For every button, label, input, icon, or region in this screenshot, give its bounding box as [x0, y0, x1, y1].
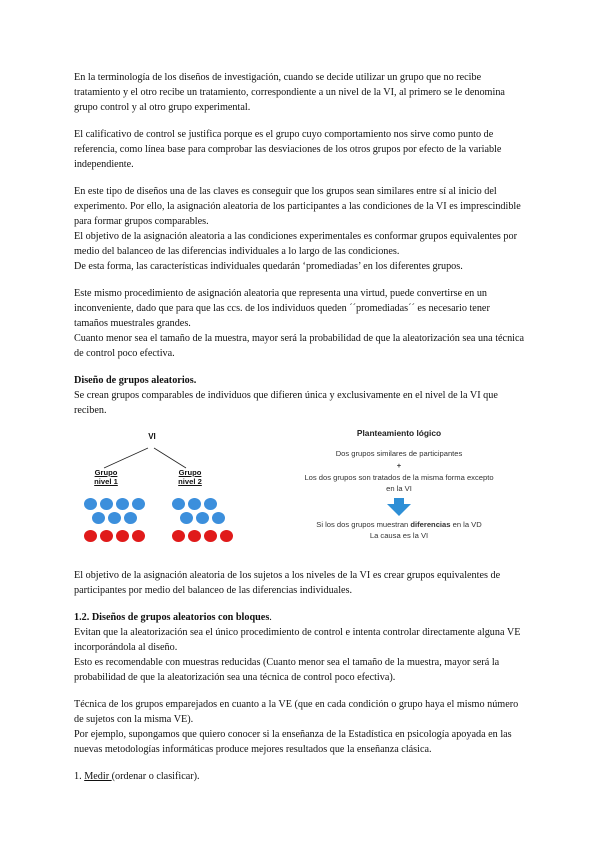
group-level-1-label: Grupo nivel 1	[94, 468, 118, 486]
participant-dot-blue	[204, 498, 217, 510]
paragraph-random-assignment-objective: El objetivo de la asignación aleatoria de los sujetos a los niveles de la VI es crear grupos equivalentes de participantes por medio del balanceo de las diferencias individuales.	[74, 570, 501, 596]
paragraph-averaged: De esta forma, las características individuales quedarán ‘promediadas’ en los diferentes grupos.	[74, 261, 463, 272]
participant-dot-blue	[132, 498, 145, 510]
paragraph-reduced-samples: Esto es recomendable con muestras reducidas (Cuanto menor sea el tamaño de la muestra, mayor será la probabilidad de que la aleatorización sea una técnica de control poco efectiva).	[74, 657, 500, 683]
paragraph-example: Por ejemplo, supongamos que quiero conocer si la enseñanza de la Estadística en psicología apoyada en las nuevas metodologías informáticas produce mejores resultados que la enseñanza clásica.	[74, 729, 512, 755]
participant-dot-red	[132, 530, 145, 542]
participant-dot-blue	[196, 512, 209, 524]
paragraph-matched-groups: Técnica de los grupos emparejados en cuanto a la VE (que en cada condición o grupo haya el mismo número de sujetos con la misma VE).	[74, 699, 519, 725]
participant-dot-blue	[116, 498, 129, 510]
participant-dot-red	[204, 530, 217, 542]
paragraph-control-justification: El calificativo de control se justifica porque es el grupo cuyo comportamiento nos sirve como punto de referencia, como línea base para comprobar las desviaciones de los otros grupos por efecto de la variable independiente.	[74, 129, 502, 170]
random-groups-figure	[74, 426, 526, 556]
participant-dot-red	[84, 530, 97, 542]
participant-dot-blue	[172, 498, 185, 510]
down-arrow-icon	[387, 504, 411, 516]
participant-dot-blue	[108, 512, 121, 524]
participant-dot-blue	[212, 512, 225, 524]
paragraph-inconvenience: Este mismo procedimiento de asignación aleatoria que representa una virtud, puede convertirse en un inconveniente, dado que para que las ccs. de los individuos queden ´´promediadas´´ es necesario tener tamaños muestrales grandes.	[74, 288, 490, 329]
logical-approach-title: Planteamiento lógico	[356, 428, 442, 438]
paragraph-random-groups: Se crean grupos comparables de individuos que difieren única y exclusivamente en el nivel de la VI que reciben.	[74, 390, 498, 416]
paragraph-random-assignment-goal: El objetivo de la asignación aleatoria a las condiciones experimentales es conformar grupos equivalentes por medio del balanceo de las diferencias individuales a lo largo de las condiciones.	[74, 231, 517, 257]
group-diagram	[74, 426, 254, 556]
logical-approach-panel	[272, 426, 526, 556]
participant-dot-red	[220, 530, 233, 542]
logical-step-same-treatment: Los dos grupos son tratados de la misma forma excepto en la VI	[304, 473, 494, 493]
vi-label: VI	[148, 432, 156, 441]
paragraph-control-group: En la terminología de los diseños de investigación, cuando se decide utilizar un grupo que no recibe tratamiento y el otro recibe un tratamiento, correspondiente a un nivel de la VI, al primero se le denomina grupo control y al otro grupo experimental.	[74, 72, 505, 113]
participant-dot-blue	[84, 498, 97, 510]
logical-step-cause: La causa es la VI	[369, 531, 429, 540]
participant-dot-blue	[92, 512, 105, 524]
participant-dot-blue	[100, 498, 113, 510]
participant-dot-blue	[180, 512, 193, 524]
logical-step-similar-groups: Dos grupos similares de participantes	[335, 449, 463, 458]
logical-step-result: Si los dos grupos muestran diferencias en la VD	[316, 520, 482, 529]
paragraph-sample-size: Cuanto menor sea el tamaño de la muestra, mayor será la probabilidad de que la aleatorización sea una técnica de control poco efectiva.	[74, 333, 525, 359]
paragraph-similar-groups: En este tipo de diseños una de las claves es conseguir que los grupos sean similares entre sí al inicio del experimento. Por ello, la asignación aleatoria de los participantes a las condiciones de la VI es imprescindible para formar grupos comparables.	[74, 186, 521, 227]
branch-line-left	[104, 448, 148, 468]
branch-line-right	[154, 448, 186, 468]
paragraph-blocks-control: Evitan que la aleatorización sea el único procedimiento de control e intenta controlar directamente alguna VE incorporándola al diseño.	[74, 627, 521, 653]
heading-random-groups: Diseño de grupos aleatorios.	[74, 375, 197, 386]
measure-link[interactable]: Medir	[84, 771, 112, 782]
group-level-2-label: Grupo nivel 2	[178, 468, 202, 486]
list-item-measure: 1. Medir (ordenar o clasificar).	[74, 771, 200, 782]
plus-sign: +	[396, 461, 402, 470]
document-page	[74, 70, 526, 784]
participant-dot-blue	[188, 498, 201, 510]
participant-dot-red	[116, 530, 129, 542]
participant-dot-red	[100, 530, 113, 542]
heading-blocked-designs: 1.2. Diseños de grupos aleatorios con bloques.	[74, 612, 272, 623]
participant-dot-red	[188, 530, 201, 542]
participant-dot-red	[172, 530, 185, 542]
participant-dot-blue	[124, 512, 137, 524]
